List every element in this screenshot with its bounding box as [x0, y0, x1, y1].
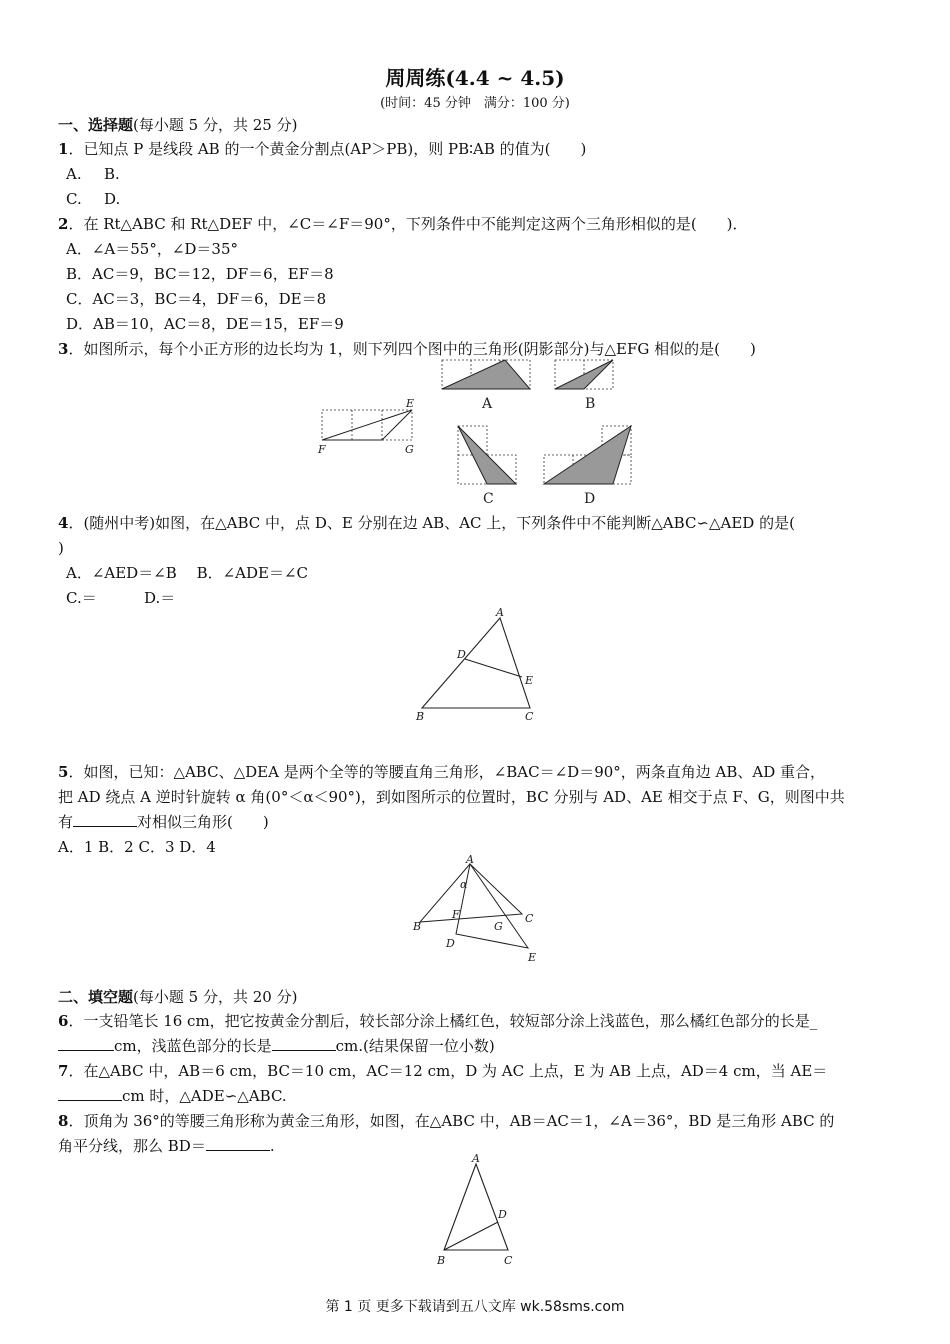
question-4: 4．(随州中考)如图，在△ABC 中，点 D、E 分别在边 AB、AC 上，下列条件中不能判断△ABC∽△AED 的是(	[58, 514, 795, 532]
question-7: 7．在△ABC 中，AB＝6 cm，BC＝10 cm，AC＝12 cm，D 为 AC 上点，E 为 AB 上点，AD＝4 cm，当 AE＝	[58, 1062, 828, 1080]
label-a: A	[466, 853, 474, 866]
caption-c: C	[483, 491, 494, 507]
q5-figure	[404, 852, 554, 967]
label-f: F	[318, 443, 326, 456]
q4-options-ab: A．∠AED＝∠B B．∠ADE＝∠C	[66, 564, 309, 582]
option-c-figure	[458, 426, 516, 484]
label-e: E	[528, 951, 537, 964]
option-d-figure	[544, 426, 631, 484]
question-8: 8．顶角为 36°的等腰三角形称为黄金三角形，如图，在△ABC 中，AB＝AC＝1，∠A＝36°，BD 是三角形 ABC 的	[58, 1112, 835, 1130]
section1-heading: 一、选择题(每小题 5 分，共 25 分)	[58, 116, 298, 134]
label-b: B	[416, 710, 425, 723]
q2-option-b: B．AC＝9，BC＝12，DF＝6，EF＝8	[66, 265, 334, 283]
question-7-line2: cm 时，△ADE∽△ABC.	[58, 1085, 287, 1107]
q5-options: A．1 B．2 C．3 D．4	[58, 838, 216, 856]
question-5-line3: 有 对相似三角形( )	[58, 813, 269, 831]
q2-option-a: A．∠A＝55°，∠D＝35°	[66, 240, 239, 258]
label-b: B	[413, 920, 422, 933]
label-alpha: α	[460, 878, 468, 891]
q8-figure	[428, 1150, 528, 1270]
option-b-figure	[555, 360, 613, 389]
question-1: 1．已知点 P 是线段 AB 的一个黄金分割点(AP＞PB)，则 PB∶AB 的值为( )	[58, 140, 587, 158]
label-a: A	[496, 606, 504, 619]
label-g: G	[405, 443, 414, 456]
answer-blank-bd[interactable]	[206, 1136, 270, 1151]
question-3: 3．如图所示，每个小正方形的边长均为 1，则下列四个图中的三角形(阴影部分)与△EFG 相似的是( )	[58, 340, 756, 358]
section2-heading: 二、填空题(每小题 5 分，共 20 分)	[58, 988, 298, 1006]
q1-option-c: C.	[66, 190, 82, 208]
label-e: E	[525, 674, 534, 687]
question-8-line2: 角平分线，那么 BD＝ .	[58, 1137, 275, 1155]
answer-blank-orange[interactable]	[58, 1036, 114, 1051]
q4-option-c: C.＝	[66, 589, 97, 607]
answer-blank[interactable]	[73, 812, 137, 827]
label-c: C	[525, 912, 534, 925]
caption-b: B	[585, 396, 596, 412]
label-d: D	[498, 1208, 507, 1221]
question-4-cont: )	[58, 539, 64, 557]
q2-option-c: C．AC＝3，BC＝4，DF＝6，DE＝8	[66, 290, 327, 308]
label-f: F	[452, 908, 460, 921]
answer-blank-blue[interactable]	[272, 1036, 336, 1051]
q1-option-b: B.	[104, 165, 120, 183]
caption-d: D	[584, 491, 596, 507]
question-5-line2: 把 AD 绕点 A 逆时针旋转 α 角(0°＜α＜90°)，到如图所示的位置时，BC 分别与 AD、AE 相交于点 F、G，则图中共	[58, 788, 845, 806]
label-g: G	[494, 920, 503, 933]
question-6: 6．一支铅笔长 16 cm，把它按黄金分割后，较长部分涂上橘红色，较短部分涂上浅蓝色，那么橘红色部分的长是_	[58, 1012, 818, 1030]
q1-option-a: A.	[66, 165, 82, 183]
triangle-efg-figure	[322, 410, 412, 440]
q2-option-d: D．AB＝10，AC＝8，DE＝15，EF＝9	[66, 315, 344, 333]
q4-figure	[408, 604, 548, 724]
q1-option-d: D.	[104, 190, 121, 208]
caption-a: A	[482, 396, 493, 412]
label-c: C	[525, 710, 534, 723]
page-subtitle: (时间：45 分钟 满分：100 分)	[380, 96, 570, 111]
label-d: D	[457, 648, 466, 661]
q3-figure	[300, 358, 660, 510]
question-6-line2: cm，浅蓝色部分的长是 cm.(结果保留一位小数)	[58, 1035, 495, 1057]
label-a: A	[472, 1152, 480, 1165]
answer-blank-ae[interactable]	[58, 1086, 122, 1101]
option-a-figure	[442, 360, 530, 389]
q4-option-d: D.＝	[144, 589, 176, 607]
label-e: E	[406, 397, 415, 410]
question-2: 2．在 Rt△ABC 和 Rt△DEF 中，∠C＝∠F＝90°，下列条件中不能判定这两个三角形相似的是( )．	[58, 215, 748, 233]
label-d: D	[446, 937, 455, 950]
question-5: 5．如图，已知：△ABC、△DEA 是两个全等的等腰直角三角形，∠BAC＝∠D＝90°，两条直角边 AB、AD 重合，	[58, 763, 826, 781]
label-b: B	[437, 1254, 446, 1267]
page-title: 周周练(4.4 ~ 4.5)	[385, 66, 565, 90]
page-footer: 第 1 页 更多下载请到五八文库 wk.58sms.com	[325, 1299, 625, 1315]
label-c: C	[504, 1254, 513, 1267]
